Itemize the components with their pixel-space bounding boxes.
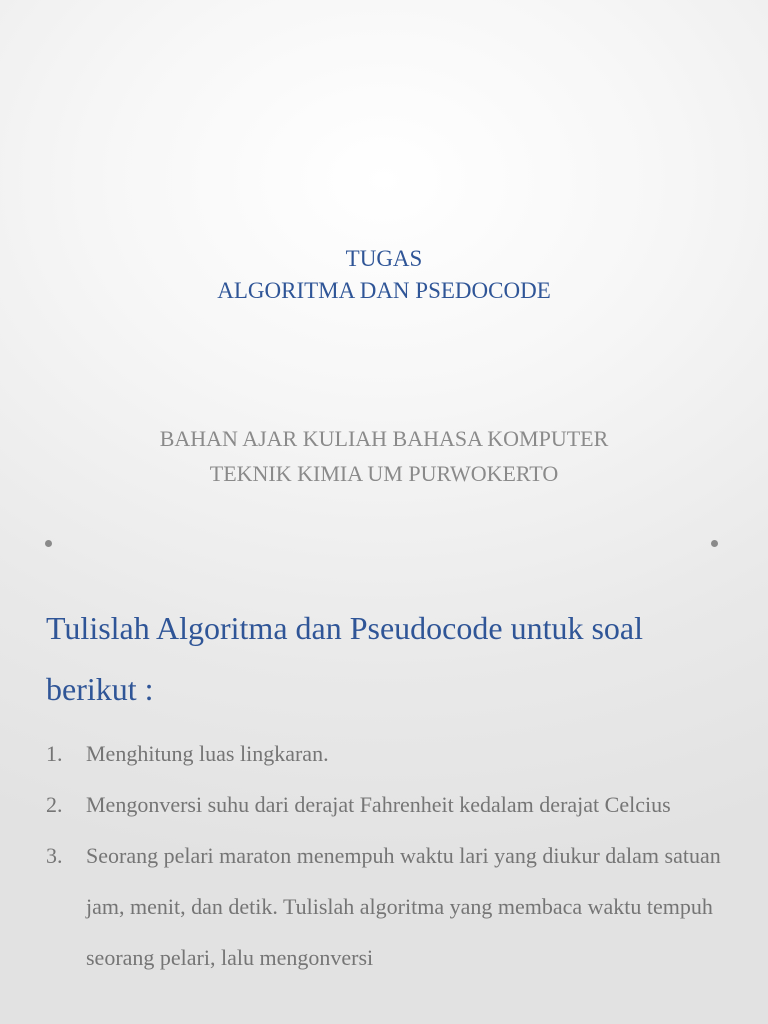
question-text: Seorang pelari maraton menempuh waktu lari yang diukur dalam satuan jam, menit, dan detik. Tulislah algoritma yang membaca waktu tempuh seorang pelari, lalu mengonversi [86, 843, 721, 970]
task-heading: Tulislah Algoritma dan Pseudocode untuk soal berikut : [46, 610, 644, 707]
bullet-dot-left [45, 540, 52, 547]
title-line-2: ALGORITMA DAN PSEDOCODE [217, 278, 551, 303]
question-text: Menghitung luas lingkaran. [86, 741, 329, 766]
slide-title [0, 243, 768, 307]
question-number: 2. [46, 792, 63, 817]
question-number: 3. [46, 843, 63, 868]
subtitle-line-1: BAHAN AJAR KULIAH BAHASA KOMPUTER [159, 426, 609, 451]
question-item [46, 728, 736, 779]
question-item [46, 830, 736, 983]
question-number: 1. [46, 741, 63, 766]
title-line-1: TUGAS [345, 246, 423, 271]
bullet-dot-right [711, 540, 718, 547]
subtitle-line-2: TEKNIK KIMIA UM PURWOKERTO [209, 461, 559, 486]
question-text: Mengonversi suhu dari derajat Fahrenheit kedalam derajat Celcius [86, 792, 671, 817]
question-item [46, 779, 736, 830]
slide-subtitle [0, 421, 768, 491]
question-list [46, 728, 736, 983]
